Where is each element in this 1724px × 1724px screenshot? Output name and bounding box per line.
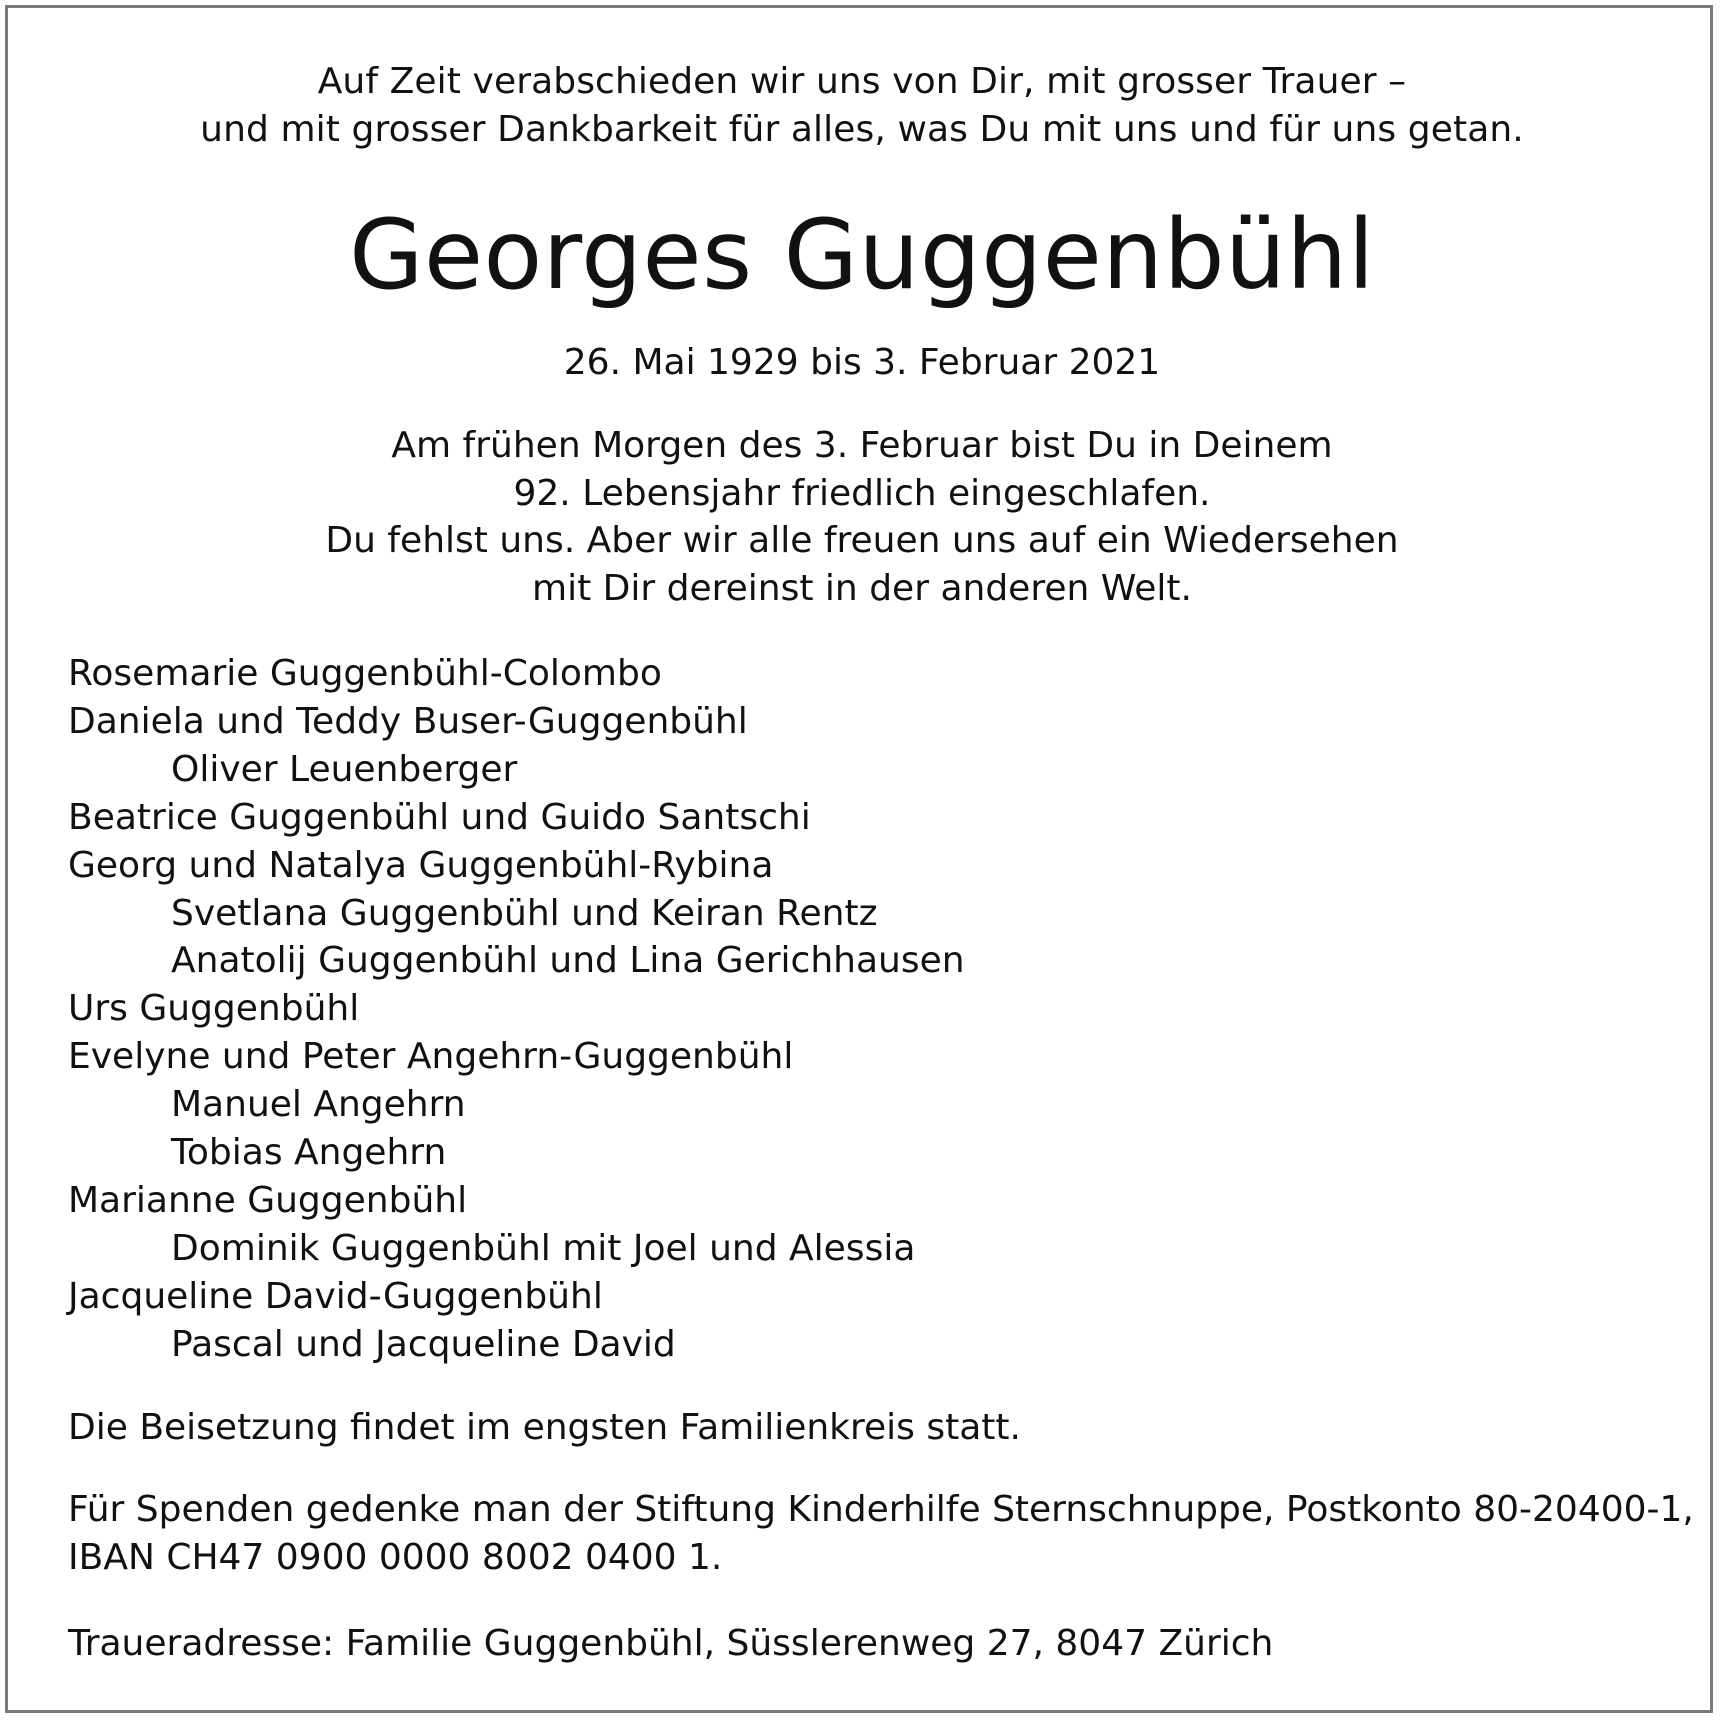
donation-line: IBAN CH47 0900 0000 8002 0400 1. [68, 1537, 723, 1578]
intro-line: und mit grosser Dankbarkeit für alles, was Du mit uns und für uns getan. [200, 109, 1524, 150]
family-member: Jacqueline David-Guggenbühl [68, 1275, 603, 1317]
family-member-descendant: Svetlana Guggenbühl und Keiran Rentz [171, 892, 878, 934]
life-dates: 26. Mai 1929 bis 3. Februar 2021 [563, 342, 1161, 383]
family-member: Urs Guggenbühl [68, 988, 360, 1030]
mourning-address: Traueradresse: Familie Guggenbühl, Süsslerenweg 27, 8047 Zürich [68, 1623, 1274, 1664]
message-line: mit Dir dereinst in der anderen Welt. [532, 567, 1192, 609]
family-member-descendant: Manuel Angehrn [171, 1084, 466, 1126]
donation-line: Für Spenden gedenke man der Stiftung Kinderhilfe Sternschnuppe, Postkonto 80-20400-1, [68, 1489, 1694, 1530]
family-member: Daniela und Teddy Buser-Guggenbühl [68, 700, 748, 742]
family-member-descendant: Oliver Leuenberger [171, 748, 518, 790]
family-member-descendant: Tobias Angehrn [171, 1132, 447, 1174]
farewell-message [0, 422, 1724, 612]
family-member: Rosemarie Guggenbühl-Colombo [68, 653, 662, 694]
family-member: Georg und Natalya Guggenbühl-Rybina [68, 844, 774, 886]
message-line: Am frühen Morgen des 3. Februar bist Du in Deinem [391, 425, 1333, 466]
family-member: Marianne Guggenbühl [68, 1179, 468, 1221]
family-member-descendant: Dominik Guggenbühl mit Joel und Alessia [171, 1227, 916, 1269]
intro-line: Auf Zeit verabschieden wir uns von Dir, mit grosser Trauer – [317, 61, 1407, 102]
family-members-list [68, 650, 965, 1369]
deceased-name: Georges Guggenbühl [349, 199, 1375, 311]
message-line: 92. Lebensjahr friedlich eingeschlafen. [513, 472, 1211, 514]
donation-note [68, 1486, 1694, 1582]
burial-note: Die Beisetzung findet im engsten Familienkreis statt. [68, 1407, 1021, 1448]
message-line: Du fehlst uns. Aber wir alle freuen uns auf ein Wiedersehen [325, 520, 1399, 561]
family-member-descendant: Pascal und Jacqueline David [171, 1323, 676, 1365]
intro-verse [0, 58, 1724, 154]
family-member-descendant: Anatolij Guggenbühl und Lina Gerichhausen [171, 940, 965, 982]
family-member: Beatrice Guggenbühl und Guido Santschi [68, 796, 811, 838]
family-member: Evelyne und Peter Angehrn-Guggenbühl [68, 1036, 794, 1078]
